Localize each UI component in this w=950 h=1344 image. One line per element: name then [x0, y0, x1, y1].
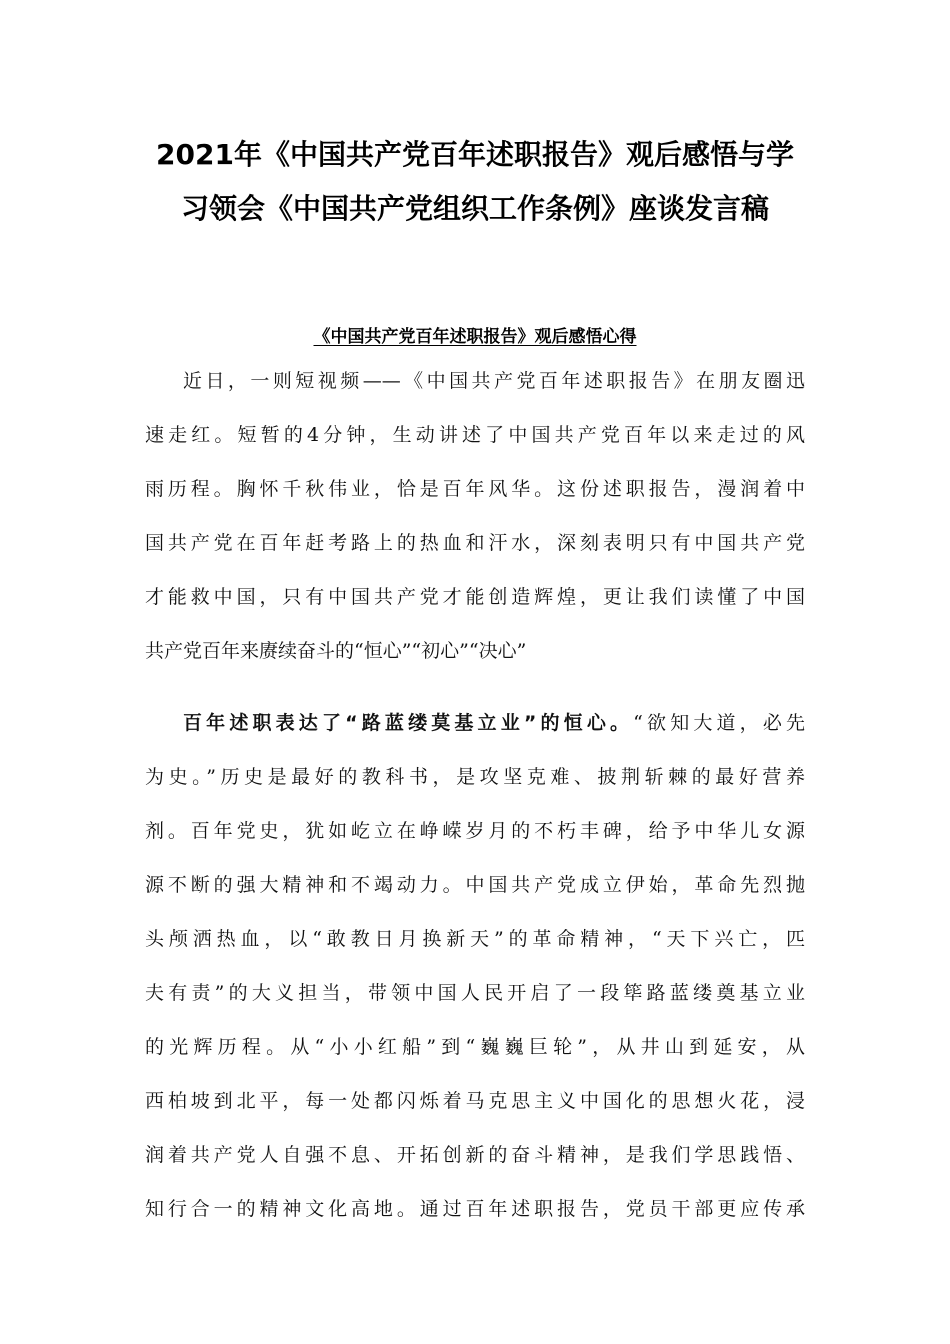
paragraph-1 — [145, 354, 805, 678]
title-line-1: 2021年《中国共产党百年述职报告》观后感悟与学 — [156, 138, 794, 171]
paragraph-2-line: 源不断的强大精神和不竭动力。中国共产党成立伊始，革命先烈抛 — [145, 874, 805, 896]
paragraph-1-line: 速走红。短暂的4分钟，生动讲述了中国共产党百年以来走过的风 — [145, 424, 805, 446]
paragraph-2-line: 润着共产党人自强不息、开拓创新的奋斗精神，是我们学思践悟、 — [145, 1144, 805, 1166]
paragraph-2-line: 西柏坡到北平，每一处都闪烁着马克思主义中国化的思想火花，浸 — [145, 1090, 805, 1112]
paragraph-2-line: 剂。百年党史，犹如屹立在峥嵘岁月的不朽丰碑，给予中华儿女源 — [145, 820, 805, 842]
paragraph-2-line: 夫有责”的大义担当，带领中国人民开启了一段筚路蓝缕奠基立业 — [145, 982, 805, 1004]
paragraph-1-line: 雨历程。胸怀千秋伟业，恰是百年风华。这份述职报告，漫润着中 — [145, 478, 805, 500]
paragraph-2-line: 知行合一的精神文化高地。通过百年述职报告，党员干部更应传承 — [145, 1198, 805, 1220]
document-title — [100, 128, 850, 236]
paragraph-1-line: 才能救中国，只有中国共产党才能创造辉煌，更让我们读懂了中国 — [145, 586, 805, 608]
paragraph-2-line: 头颅洒热血，以“敢教日月换新天”的革命精神，“天下兴亡，匹 — [145, 928, 805, 950]
paragraph-2 — [145, 696, 805, 1236]
paragraph-2-line: 的光辉历程。从“小小红船”到“巍巍巨轮”，从井山到延安，从 — [145, 1036, 805, 1058]
paragraph-2-line — [145, 696, 805, 750]
section-heading: 《中国共产党百年述职报告》观后感悟心得 — [313, 327, 637, 347]
paragraph-2-bold-lead: 百年述职表达了“路蓝缕莫基立业”的恒心。 — [183, 712, 634, 734]
paragraph-1-line: 近日，一则短视频——《中国共产党百年述职报告》在朋友圈迅 — [183, 370, 805, 392]
title-line-2: 习领会《中国共产党组织工作条例》座谈发言稿 — [180, 192, 769, 225]
paragraph-2-line: 为史。”历史是最好的教科书，是攻坚克难、披荆斩棘的最好营养 — [145, 766, 805, 788]
paragraph-1-line: 共产党百年来赓续奋斗的“恒心”“初心”“决心” — [145, 640, 527, 662]
paragraph-2-first-rest: “欲知大道，必先 — [633, 712, 805, 734]
paragraph-1-line: 国共产党在百年赶考路上的热血和汗水，深刻表明只有中国共产党 — [145, 532, 805, 554]
